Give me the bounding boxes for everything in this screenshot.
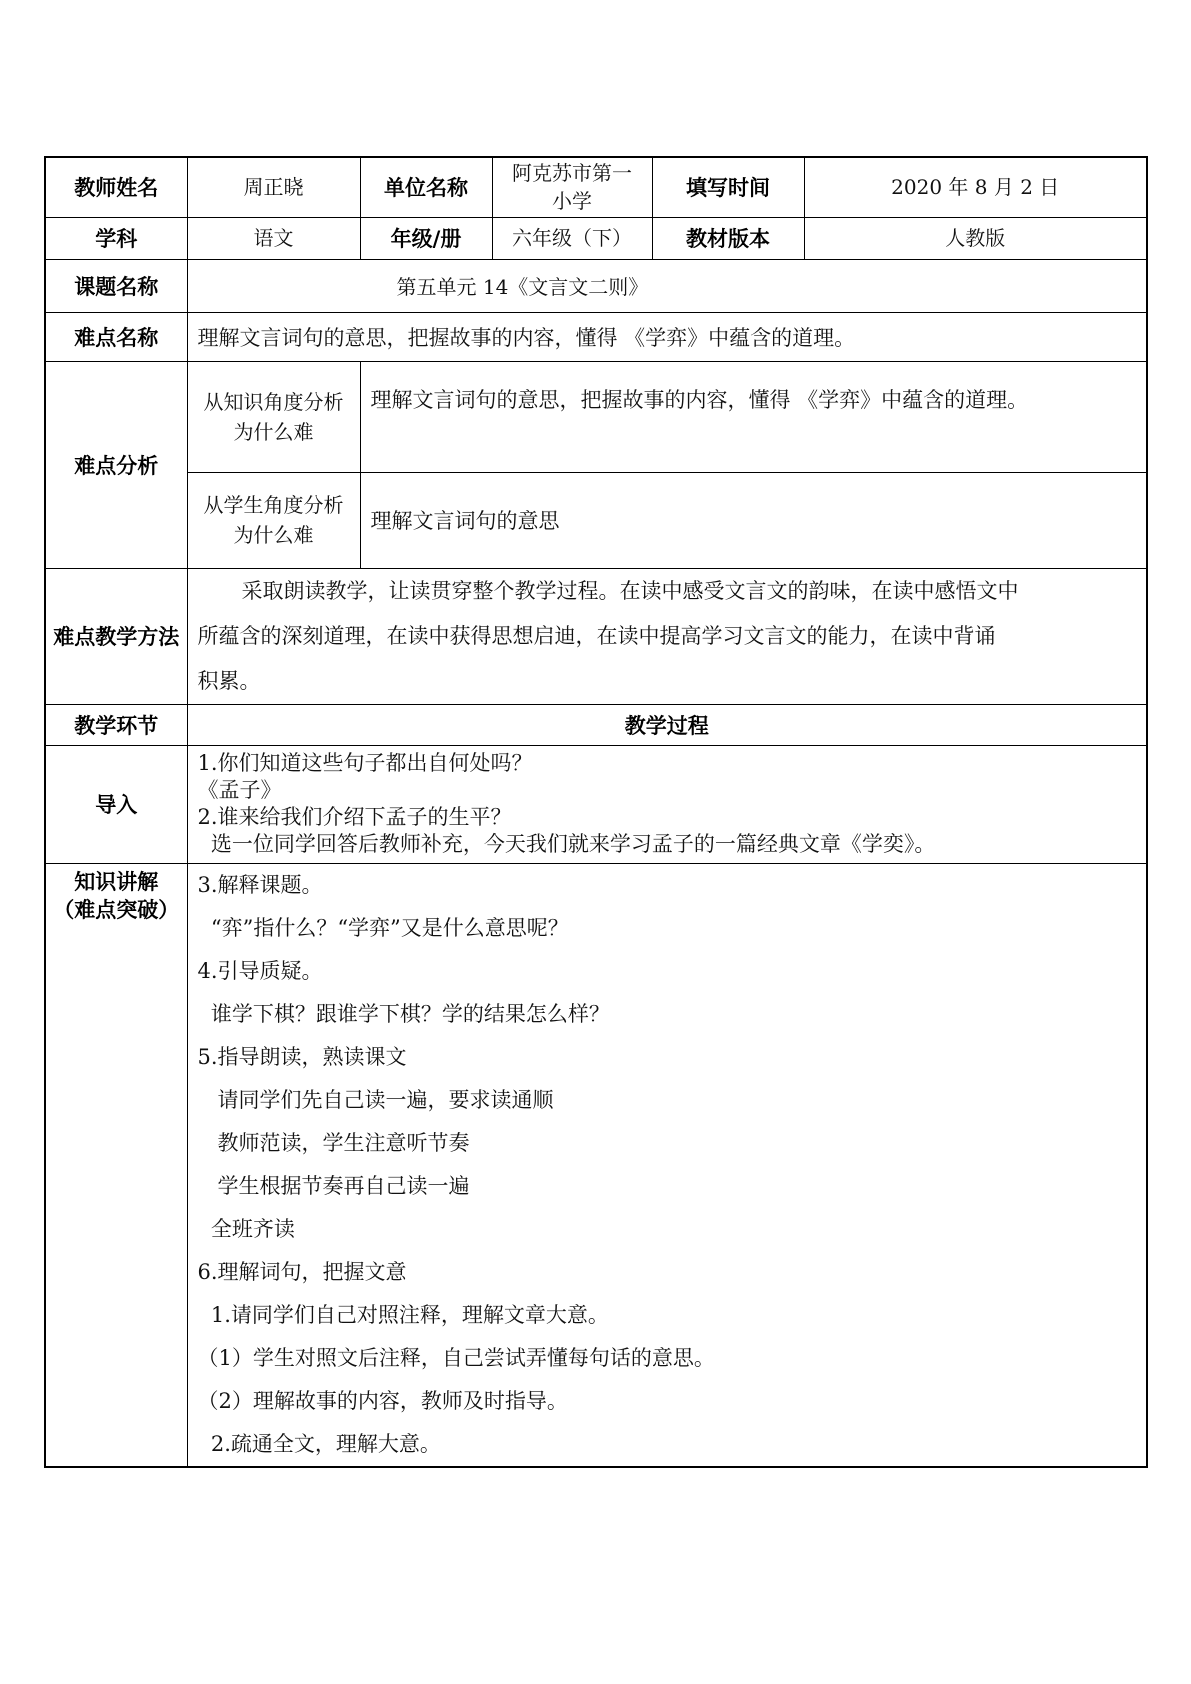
intro-line-2: 《孟子》 [197,778,282,802]
unit-label: 单位名称 [360,157,492,217]
intro-row [45,745,1147,863]
knowledge-line-5: 5.指导朗读，熟读课文 [197,1044,407,1069]
intro-line-4: 选一位同学回答后教师补充，今天我们就来学习孟子的一篇经典文章《学奕》。 [197,832,936,856]
method-value [187,568,1147,704]
lesson-plan-form [44,156,1146,1468]
topic-row [45,259,1147,312]
knowledge-line-8: 学生根据节奏再自己读一遍 [197,1173,470,1198]
intro-content [187,745,1147,863]
difficulty-label: 难点名称 [45,312,187,361]
knowledge-line-6: 请同学们先自己读一遍，要求读通顺 [197,1087,554,1112]
knowledge-label-line-2: （难点突破） [53,897,180,922]
method-row [45,568,1147,704]
unit-value: 阿克苏市第一小学 [492,157,652,217]
subject-value: 语文 [187,217,360,259]
knowledge-line-1: 3.解释课题。 [197,872,323,897]
knowledge-label-line-1: 知识讲解 [74,869,159,894]
lesson-plan-table [44,156,1148,1468]
difficulty-row [45,312,1147,361]
knowledge-angle-label [187,361,360,472]
teacher-label: 教师姓名 [45,157,187,217]
analysis-label: 难点分析 [45,361,187,568]
subject-row [45,217,1147,259]
process-header-row [45,704,1147,745]
student-angle-label [187,472,360,568]
teacher-value: 周正晓 [187,157,360,217]
knowledge-line-13: （2）理解故事的内容，教师及时指导。 [197,1388,568,1413]
knowledge-line-11: 1.请同学们自己对照注释，理解文章大意。 [197,1302,609,1327]
student-angle-value: 理解文言词句的意思 [360,472,1147,568]
date-value: 2020 年 8 月 2 日 [804,157,1147,217]
difficulty-value: 理解文言词句的意思，把握故事的内容，懂得 《学弈》中蕴含的道理。 [187,312,1147,361]
knowledge-line-9: 全班齐读 [197,1216,295,1241]
knowledge-line-3: 4.引导质疑。 [197,958,323,983]
method-label: 难点教学方法 [45,568,187,704]
knowledge-row [45,863,1147,1467]
knowledge-angle-value: 理解文言词句的意思，把握故事的内容，懂得 《学弈》中蕴含的道理。 [360,361,1147,472]
knowledge-angle-line-1: 从知识角度分析 [203,389,344,414]
knowledge-line-4: 谁学下棋？跟谁学下棋？学的结果怎么样？ [197,1001,610,1026]
analysis-student-row [45,472,1147,568]
teacher-row [45,157,1147,217]
grade-label: 年级/册 [360,217,492,259]
student-angle-line-2: 为什么难 [233,523,314,547]
knowledge-content [187,863,1147,1467]
method-line-1: 采取朗读教学，让读贯穿整个教学过程。在读中感受文言文的韵味，在读中感悟文中 [241,578,1019,603]
knowledge-line-12: （1）学生对照文后注释，自己尝试弄懂每句话的意思。 [197,1345,715,1370]
knowledge-line-14: 2.疏通全文，理解大意。 [197,1431,441,1456]
knowledge-line-7: 教师范读，学生注意听节奏 [197,1130,470,1155]
process-stage-label: 教学环节 [45,704,187,745]
date-label: 填写时间 [652,157,804,217]
intro-line-3: 2.谁来给我们介绍下孟子的生平？ [197,805,512,829]
intro-label: 导入 [45,745,187,863]
knowledge-label [45,863,187,1467]
grade-value: 六年级（下） [492,217,652,259]
method-line-2: 所蕴含的深刻道理，在读中获得思想启迪，在读中提高学习文言文的能力，在读中背诵 [197,623,996,648]
topic-label: 课题名称 [45,259,187,312]
subject-label: 学科 [45,217,187,259]
method-line-3: 积累。 [197,668,261,693]
analysis-knowledge-row [45,361,1147,472]
knowledge-line-2: “弈”指什么？“学弈”又是什么意思呢？ [197,915,569,940]
edition-label: 教材版本 [652,217,804,259]
edition-value: 人教版 [804,217,1147,259]
intro-line-1: 1.你们知道这些句子都出自何处吗？ [197,751,533,775]
student-angle-line-1: 从学生角度分析 [203,493,344,517]
knowledge-angle-line-2: 为什么难 [233,419,314,444]
process-label: 教学过程 [187,704,1147,745]
topic-value: 第五单元 14《文言文二则》 [187,259,1147,312]
knowledge-line-10: 6.理解词句，把握文意 [197,1259,407,1284]
